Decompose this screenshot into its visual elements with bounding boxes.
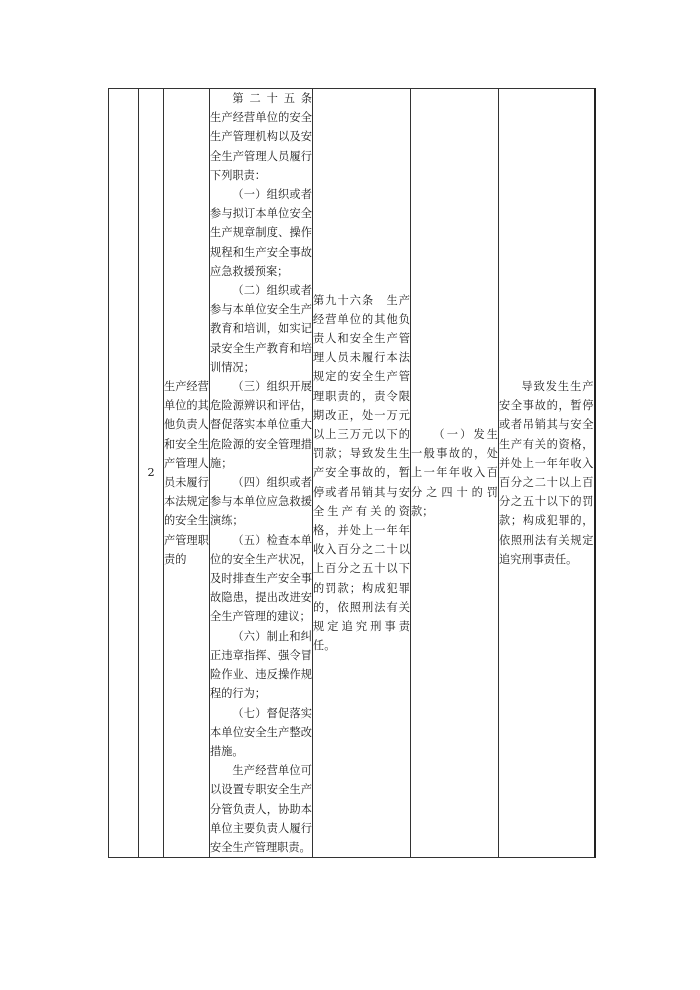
obligation-article-title: 第 二 十 五 条 <box>232 92 312 105</box>
obligation-item: （五）检查本单位的安全生产状况，及时排查生产安全事故隐患，提出改进安全生产管理的建议； <box>210 533 312 624</box>
discretion-general-cell <box>411 89 499 858</box>
obligation-cell <box>210 89 313 858</box>
obligation-item: （六）制止和纠正违章指挥、强令冒险作业、违反操作规程的行为； <box>210 629 312 701</box>
obligation-item: （二）组织或者参与本单位安全生产教育和培训，如实记录安全生产教育和培训情况； <box>210 284 312 374</box>
obligation-intro: 生产经营单位的安全生产管理机构以及安全生产管理人员履行下列职责： <box>210 111 312 182</box>
discretion-other-cell <box>499 89 595 858</box>
discretion-other-text: 导致发生生产安全事故的，暂停或者吊销其与安全生产有关的资格，并处上一年年收入百分之二十以上百分之五十以下的罚款；构成犯罪的，依照刑法有关规定追究刑事责任。 <box>499 380 594 566</box>
penalty-basis-cell <box>313 89 411 858</box>
violation-cell <box>164 89 210 858</box>
obligation-item: （七）督促落实本单位安全生产整改措施。 <box>210 706 312 758</box>
regulation-table <box>108 88 596 858</box>
obligation-item: （一）组织或者参与拟订本单位安全生产规章制度、操作规程和生产安全事故应急救援预案； <box>210 188 312 278</box>
blank-cell <box>109 89 139 858</box>
obligation-item: （四）组织或者参与本单位应急救援演练； <box>210 476 312 528</box>
obligation-item: （三）组织开展危险源辨识和评估，督促落实本单位重大危险源的安全管理措施； <box>210 380 312 470</box>
row-number-cell <box>139 89 164 858</box>
table-row <box>109 89 595 858</box>
obligation-closing: 生产经营单位可以设置专职安全生产分管负责人，协助本单位主要负责人履行安全生产管理职责。 <box>210 764 312 854</box>
discretion-general-text: （一）发生一般事故的，处上一年年收入百分之四十的罚款； <box>411 428 498 518</box>
row-number: 2 <box>147 466 155 480</box>
penalty-basis-text: 第九十六条 生产经营单位的其他负责人和安全生产管理人员未履行本法规定的安全生产管理职责的，责令限期改正，处一万元以上三万元以下的罚款；导致发生生产安全事故的，暂停或者吊销其与安全生产有关的资格，并处上一年年收入百分之二十以上百分之五十以下的罚款；构成犯罪的，依照刑法有关规定追究刑事责任。 <box>313 293 410 653</box>
violation-text: 生产经营单位的其他负责人和安全生产管理人员未履行本法规定的安全生产管理职责的 <box>164 380 209 566</box>
